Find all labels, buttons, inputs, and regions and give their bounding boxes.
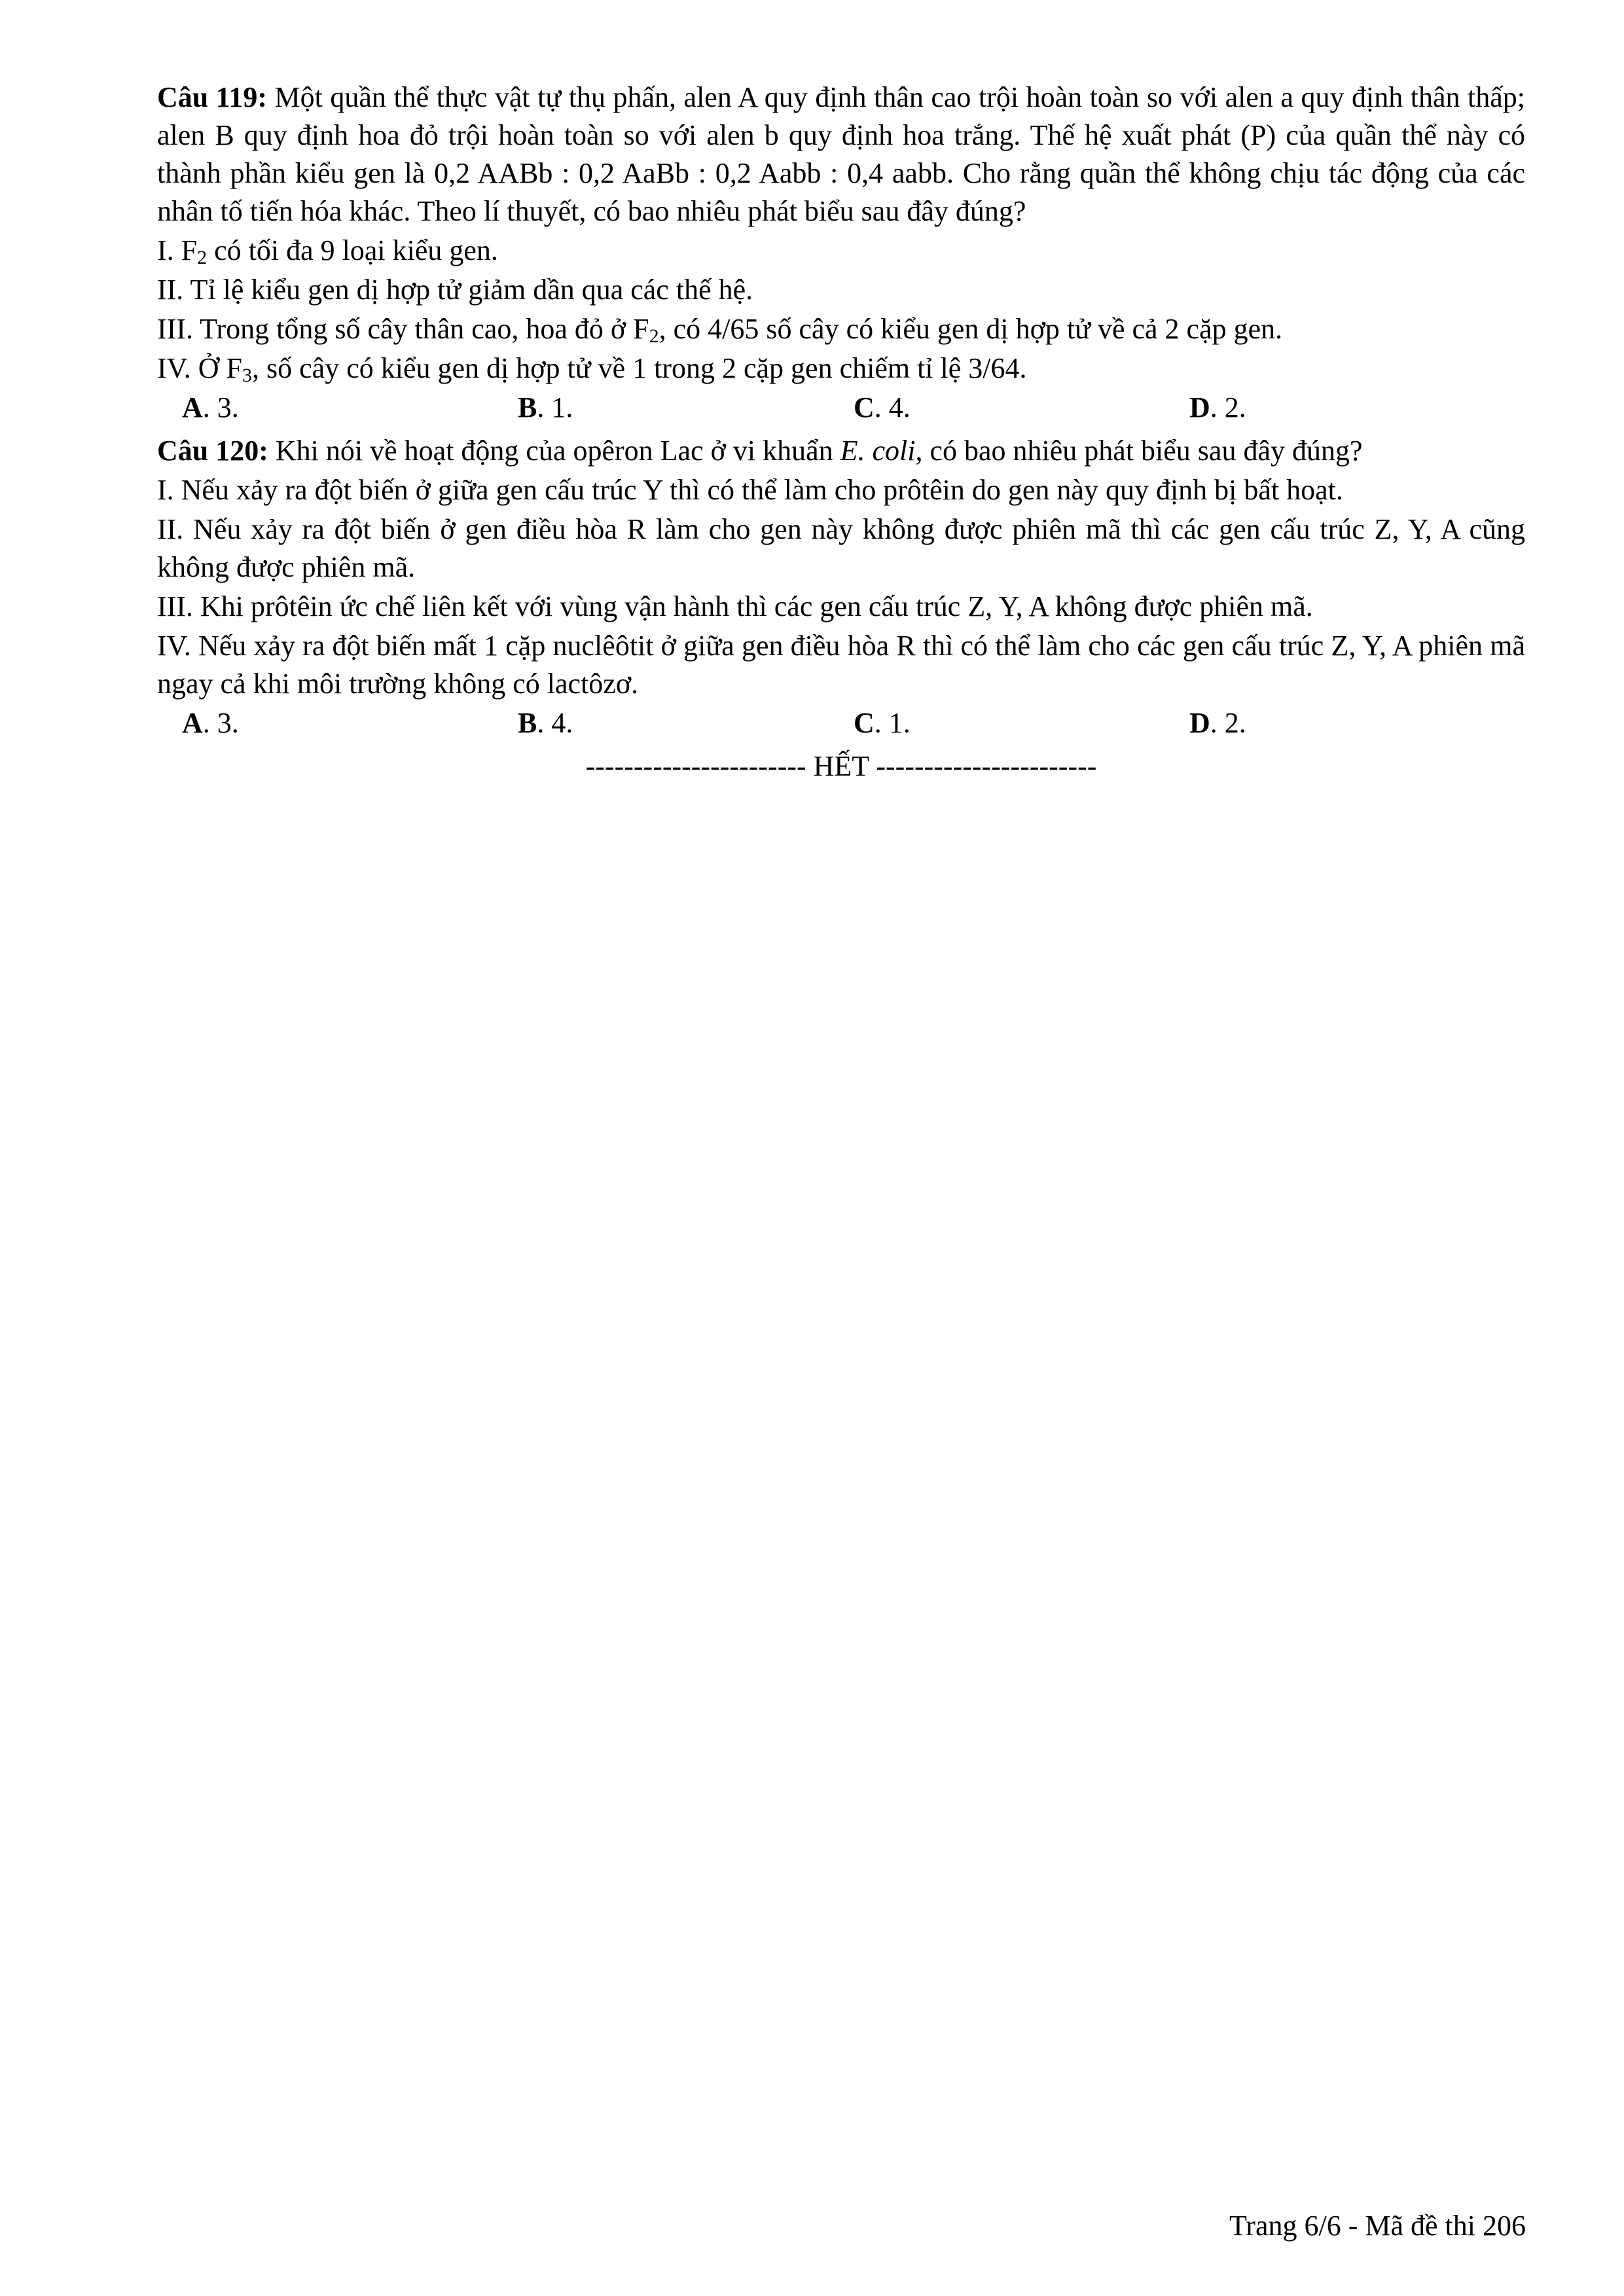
answer-options xyxy=(182,389,1525,427)
answer-text: . 2. xyxy=(1210,707,1246,739)
page-footer: Trang 6/6 - Mã đề thi 206 xyxy=(1229,2210,1526,2242)
statement-text: II. Tỉ lệ kiểu gen dị hợp tử giảm dần qua các thế hệ. xyxy=(157,274,753,306)
answer-text: . 1. xyxy=(537,391,573,423)
answer-text: . 4. xyxy=(874,391,911,423)
answer-text: . 4. xyxy=(537,707,573,739)
statement-text: , có 4/65 số cây có kiểu gen dị hợp tử về cả 2 cặp gen. xyxy=(659,313,1283,345)
answer-text: . 2. xyxy=(1210,391,1246,423)
answer-text: . 1. xyxy=(874,707,911,739)
answer-option-b[interactable] xyxy=(518,704,854,742)
statement-3: III. Khi prôtêin ức chế liên kết với vùng vận hành thì các gen cấu trúc Z, Y, A không được phiên mã. xyxy=(157,590,1313,622)
statement-2: II. Nếu xảy ra đột biến ở gen điều hòa R làm cho gen này không được phiên mã thì các gen cấu trúc Z, Y, A cũng không được phiên mã. xyxy=(157,513,1525,583)
answer-letter: D xyxy=(1189,391,1210,423)
statement-text: III. Trong tổng số cây thân cao, hoa đỏ ở F xyxy=(157,313,649,345)
subscript: 2 xyxy=(197,247,208,268)
organism-name: E. coli xyxy=(840,435,916,467)
question-119 xyxy=(157,79,1525,427)
answer-option-a[interactable] xyxy=(182,704,518,742)
end-marker: ----------------------- HẾT ----------------------- xyxy=(585,750,1097,782)
answer-letter: C xyxy=(854,391,875,423)
question-label: Câu 120: xyxy=(157,435,268,467)
answer-text: . 3. xyxy=(202,707,239,739)
answer-option-c[interactable] xyxy=(854,389,1189,427)
statement-text: IV. Ở F xyxy=(157,352,243,384)
answer-letter: B xyxy=(518,707,537,739)
answer-letter: D xyxy=(1189,707,1210,739)
answer-option-d[interactable] xyxy=(1189,389,1525,427)
answer-text: . 3. xyxy=(202,391,239,423)
answer-option-a[interactable] xyxy=(182,389,518,427)
statement-2 xyxy=(157,271,1525,309)
subscript: 3 xyxy=(242,365,253,386)
answer-option-d[interactable] xyxy=(1189,704,1525,742)
question-stem xyxy=(157,79,1525,230)
question-text: Một quần thể thực vật tự thụ phấn, alen A quy định thân cao trội hoàn toàn so với alen a quy định thân thấp; alen B quy định hoa đỏ trội hoàn toàn so với alen b quy định hoa trắng. Thế hệ xuất phát (P) của quần thể này có thành phần kiểu gen là 0,2 AABb : 0,2 AaBb : 0,2 Aabb : 0,4 aabb. Cho rằng quần thể không chịu tác động của các nhân tố tiến hóa khác. Theo lí thuyết, có bao nhiêu phát biểu sau đây đúng? xyxy=(157,81,1525,227)
subscript: 2 xyxy=(649,325,659,347)
statement-3 xyxy=(157,310,1525,348)
answer-letter: C xyxy=(854,707,875,739)
answer-option-b[interactable] xyxy=(518,389,854,427)
statement-1 xyxy=(157,232,1525,270)
answer-letter: B xyxy=(518,391,537,423)
statement-text: I. F xyxy=(157,234,198,266)
question-stem xyxy=(157,432,1525,470)
exam-page-content xyxy=(157,79,1525,785)
statement-4: IV. Nếu xảy ra đột biến mất 1 cặp nuclêôtit ở giữa gen điều hòa R thì có thể làm cho các gen cấu trúc Z, Y, A phiên mã ngay cả khi môi trường không có lactôzơ. xyxy=(157,630,1525,700)
answer-letter: A xyxy=(182,707,203,739)
statement-text: , số cây có kiểu gen dị hợp tử về 1 trong 2 cặp gen chiếm tỉ lệ 3/64. xyxy=(252,352,1027,384)
answer-letter: A xyxy=(182,391,203,423)
statement-text: có tối đa 9 loại kiểu gen. xyxy=(207,234,498,266)
question-text: , có bao nhiêu phát biểu sau đây đúng? xyxy=(915,435,1363,467)
answer-options xyxy=(182,704,1525,742)
question-text: Khi nói về hoạt động của opêron Lac ở vi khuẩn xyxy=(275,435,840,467)
question-label: Câu 119: xyxy=(157,81,267,113)
statement-1: I. Nếu xảy ra đột biến ở giữa gen cấu trúc Y thì có thể làm cho prôtêin do gen này quy định bị bất hoạt. xyxy=(157,474,1343,506)
question-120 xyxy=(157,432,1525,742)
answer-option-c[interactable] xyxy=(854,704,1189,742)
statement-4 xyxy=(157,350,1525,387)
